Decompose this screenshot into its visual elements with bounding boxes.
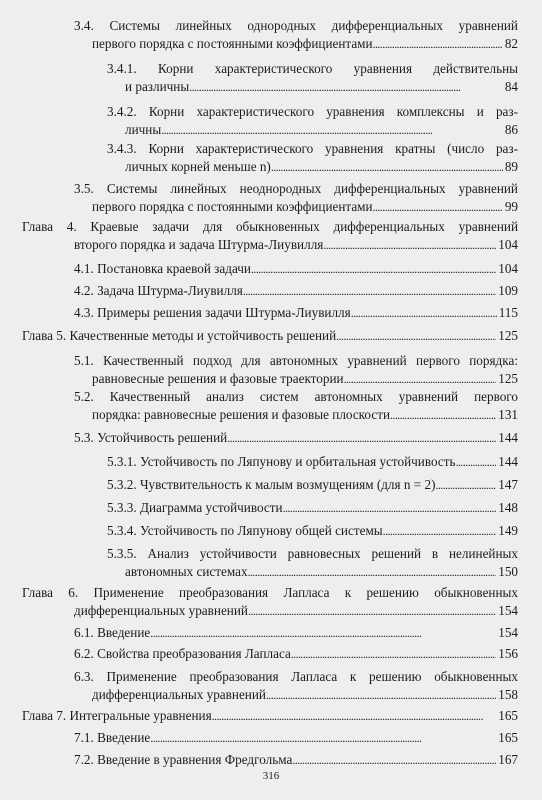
toc-page-number: 89: [504, 158, 518, 174]
toc-entry-6-3: [74, 668, 518, 704]
toc-entry-text: Глава 7. Интегральные уравнения: [22, 708, 212, 723]
toc-entry-6-1: [74, 624, 518, 643]
toc-page-number: 148: [498, 500, 518, 515]
dot-leader: [248, 563, 497, 582]
toc-page-number: 149: [498, 523, 518, 538]
toc-page-number: 84: [504, 78, 518, 94]
toc-entry-text: 5.1. Качественный подход для автономных уравнений первого порядка:: [74, 353, 518, 368]
toc-entry-3-4-3: [107, 140, 518, 176]
toc-entry-7-2: [74, 751, 518, 770]
toc-page-number: 158: [498, 686, 518, 702]
toc-entry-text: дифференциальных уравнений: [74, 602, 248, 618]
dot-leader: [390, 406, 496, 425]
page-number-footer: 316: [262, 770, 280, 782]
dot-leader: [456, 453, 497, 472]
toc-entry-text: 5.3. Устойчивость решений: [74, 430, 228, 445]
toc-page-number: 104: [498, 236, 518, 252]
toc-entry-text: 6.3. Применение преобразования Лапласа к решению обыкновенных: [74, 669, 518, 684]
dot-leader: [351, 304, 497, 323]
toc-page-number: 144: [498, 430, 518, 445]
dot-leader: [189, 78, 503, 97]
toc-entry-text: 7.2. Введение в уравнения Фредгольма: [74, 752, 293, 767]
dot-leader: [373, 35, 503, 54]
toc-entry-text: автономных системах: [125, 563, 248, 579]
toc-entry-text: Глава 4. Краевые задачи для обыкновенных дифференциальных уравнений: [22, 219, 518, 234]
dot-leader: [436, 476, 497, 495]
dot-leader: [383, 522, 497, 541]
toc-entry-text: 3.4.2. Корни характеристического уравнения комплексны и раз-: [107, 104, 518, 119]
dot-leader: [291, 645, 496, 664]
toc-page-number: 144: [498, 454, 518, 469]
toc-entry-3-4: [74, 17, 518, 53]
toc-entry-5-2: [74, 388, 518, 424]
toc-entry-7-1: [74, 729, 518, 748]
toc-entry-3-5: [74, 180, 518, 216]
toc-entry-text: 4.3. Примеры решения задачи Штурма-Лиувилля: [74, 305, 351, 320]
toc-chapter-6: [22, 584, 518, 620]
toc-page-number: 147: [498, 477, 518, 492]
toc-entry-text: личны: [125, 121, 162, 137]
toc-entry-text: 5.3.1. Устойчивость по Ляпунову и орбитальная устойчивость: [107, 454, 456, 469]
toc-chapter-7: [22, 707, 518, 726]
toc-page-number: 165: [498, 730, 518, 745]
dot-leader: [161, 121, 503, 140]
toc-page-number: 156: [498, 646, 518, 661]
toc-entry-3-4-1: [107, 60, 518, 96]
dot-leader: [373, 198, 503, 217]
toc-entry-4-3: [74, 304, 518, 323]
toc-entry-4-2: [74, 282, 518, 301]
dot-leader: [150, 729, 496, 748]
toc-entry-5-1: [74, 352, 518, 388]
dot-leader: [271, 158, 503, 177]
toc-entry-5-3-3: [107, 499, 518, 518]
toc-entry-text: 3.5. Системы линейных неоднородных дифференциальных уравнений: [74, 181, 518, 196]
toc-page-number: 154: [498, 625, 518, 640]
toc-entry-text: равновесные решения и фазовые траектории: [92, 370, 344, 386]
toc-entry-text: 3.4. Системы линейных однородных дифференциальных уравнений: [74, 18, 518, 33]
toc-entry-5-3-1: [107, 453, 518, 472]
dot-leader: [292, 751, 496, 770]
toc-page-number: 99: [504, 198, 518, 214]
toc-entry-text: личных корней меньше n): [125, 158, 271, 174]
toc-page-number: 109: [498, 283, 518, 298]
toc-entry-text: второго порядка и задача Штурма-Лиувилля: [74, 236, 324, 252]
toc-page-number: 82: [504, 35, 518, 51]
toc-entry-text: дифференциальных уравнений: [92, 686, 266, 702]
toc-entry-text: 5.2. Качественный анализ систем автономных уравнений первого: [74, 389, 518, 404]
toc-entry-5-3: [74, 429, 518, 448]
toc-entry-text: 5.3.3. Диаграмма устойчивости: [107, 500, 283, 515]
toc-page-number: 165: [498, 708, 518, 723]
dot-leader: [248, 602, 496, 621]
toc-entry-6-2: [74, 645, 518, 664]
toc-entry-text: первого порядка с постоянными коэффициентами: [92, 198, 373, 214]
toc-entry-text: 4.2. Задача Штурма-Лиувилля: [74, 283, 243, 298]
toc-entry-text: 3.4.3. Корни характеристического уравнения кратны (число раз-: [107, 141, 518, 156]
toc-entry-text: 4.1. Постановка краевой задачи: [74, 261, 251, 276]
toc-entry-4-1: [74, 260, 518, 279]
toc-entry-5-3-5: [107, 545, 518, 581]
toc-page-number: 167: [498, 752, 518, 767]
dot-leader: [243, 282, 496, 301]
toc-entry-text: 6.1. Введение: [74, 625, 151, 640]
toc-chapter-4: [22, 218, 518, 254]
toc-entry-text: Глава 6. Применение преобразования Лапласа к решению обыкновенных: [22, 585, 518, 600]
dot-leader: [344, 370, 497, 389]
toc-page-number: 131: [498, 406, 518, 422]
toc-chapter-5: [22, 327, 518, 346]
toc-entry-text: 5.3.2. Чувствительность к малым возмущениям (для n = 2): [107, 477, 436, 492]
dot-leader: [336, 327, 496, 346]
toc-entry-text: первого порядка с постоянными коэффициентами: [92, 35, 373, 51]
dot-leader: [283, 499, 497, 518]
toc-entry-5-3-4: [107, 522, 518, 541]
toc-entry-text: Глава 5. Качественные методы и устойчивость решений: [22, 328, 337, 343]
dot-leader: [212, 707, 497, 726]
toc-entry-text: 3.4.1. Корни характеристического уравнения действительны: [107, 61, 518, 76]
toc-entry-3-4-2: [107, 103, 518, 139]
toc-page-number: 154: [498, 602, 518, 618]
toc-entry-text: 7.1. Введение: [74, 730, 151, 745]
toc-page-number: 115: [498, 305, 518, 320]
dot-leader: [150, 624, 496, 643]
dot-leader: [323, 236, 496, 255]
toc-page-number: 125: [498, 328, 518, 343]
dot-leader: [227, 429, 496, 448]
toc-page-number: 125: [498, 370, 518, 386]
toc-page-number: 86: [504, 121, 518, 137]
toc-entry-text: 6.2. Свойства преобразования Лапласа: [74, 646, 291, 661]
toc-entry-text: и различны: [125, 78, 190, 94]
toc-entry-text: 5.3.4. Устойчивость по Ляпунову общей системы: [107, 523, 383, 538]
toc-page-number: 104: [498, 261, 518, 276]
dot-leader: [251, 260, 496, 279]
toc-entry-text: порядка: равновесные решения и фазовые плоскости: [92, 406, 391, 422]
toc-entry-5-3-2: [107, 476, 518, 495]
toc-page-number: 150: [498, 563, 518, 579]
dot-leader: [266, 686, 496, 705]
toc-entry-text: 5.3.5. Анализ устойчивости равновесных решений в нелинейных: [107, 546, 518, 561]
